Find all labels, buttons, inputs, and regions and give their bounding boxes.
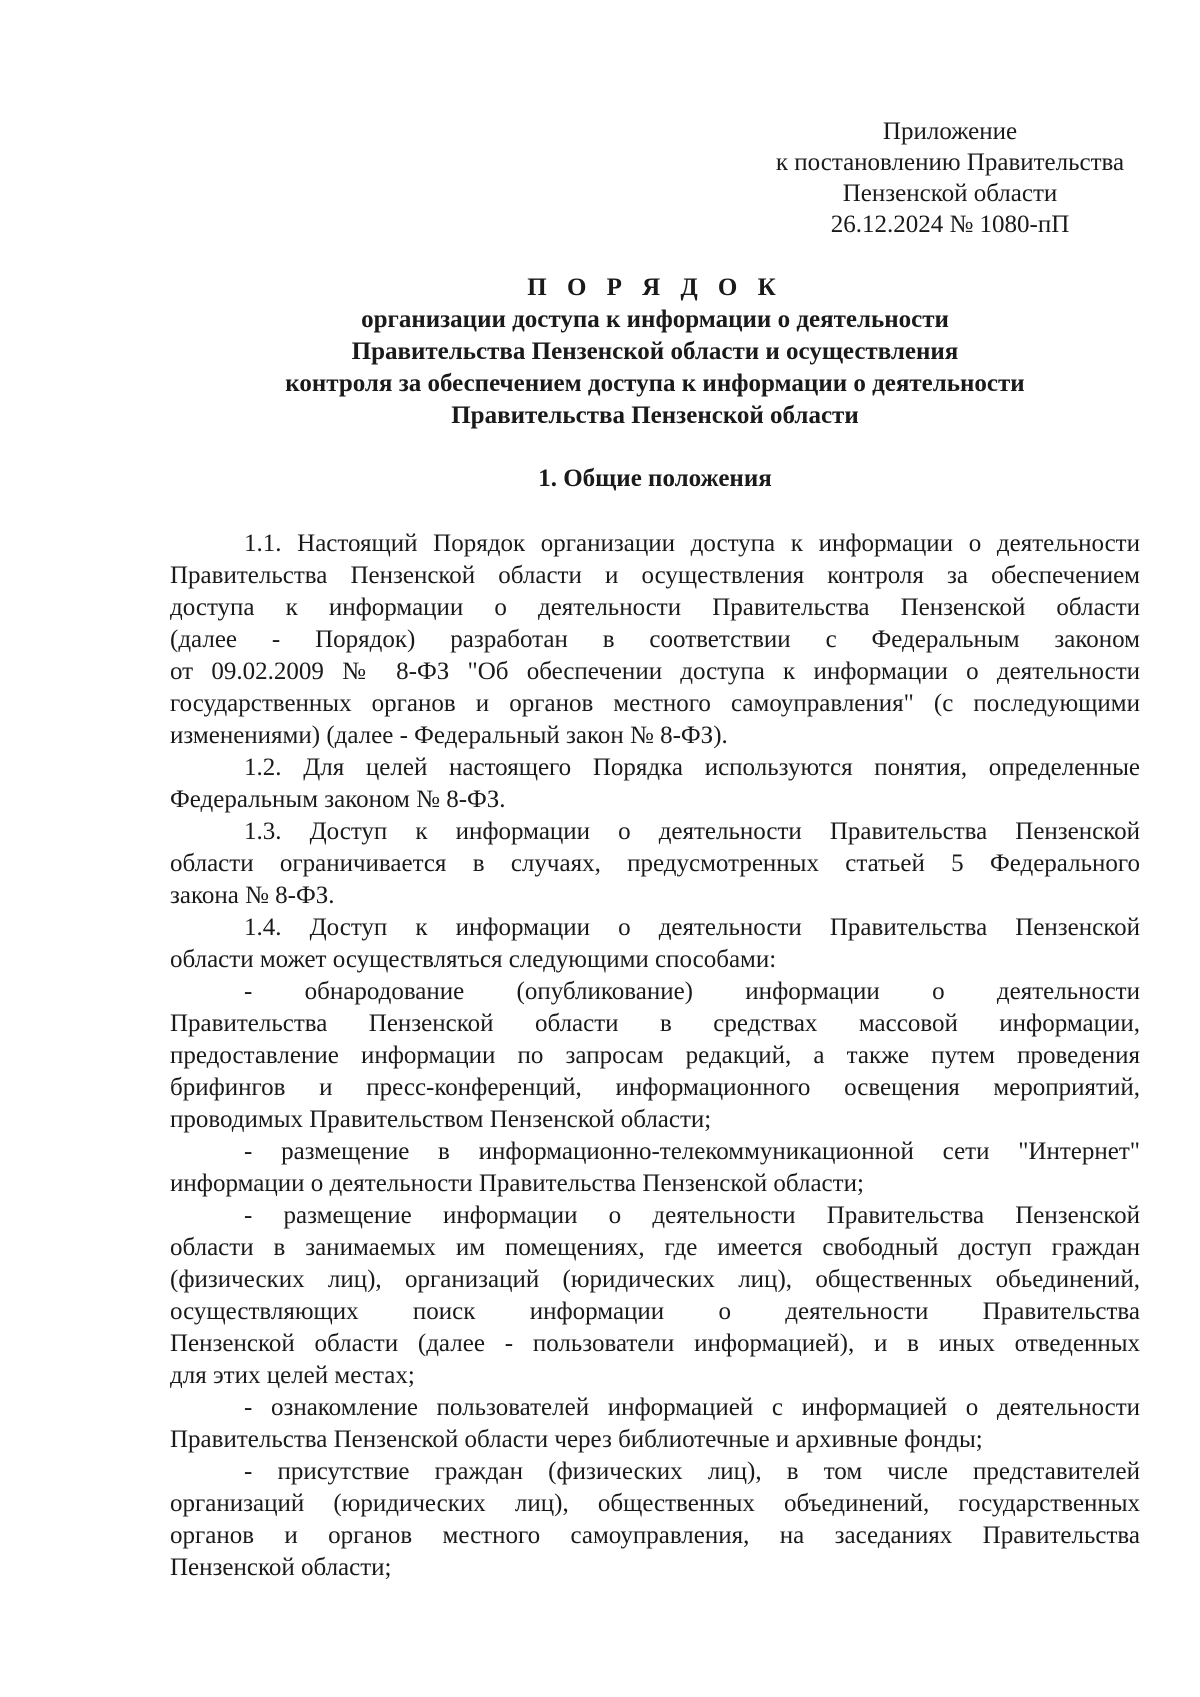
title-line: организации доступа к информации о деятельности [361,306,949,333]
list-item-line: осуществляющих поиск информации о деятельности Правительства [170,1298,1140,1325]
list-item-line: предоставление информации по запросам редакций, а также путем проведения [170,1042,1140,1069]
list-item-line: органов и органов местного самоуправления, на заседаниях Правительства [170,1522,1140,1549]
list-item-line: Правительства Пензенской области в средствах массовой информации, [170,1010,1140,1037]
paragraph-line: закона № 8-ФЗ. [170,882,335,909]
paragraph-line: 1.4. Доступ к информации о деятельности Правительства Пензенской [244,914,1140,941]
paragraph-line: государственных органов и органов местного самоуправления" (с последующими [170,690,1140,717]
list-item-line: - ознакомление пользователей информацией с информацией о деятельности [244,1394,1140,1421]
list-item-line: информации о деятельности Правительства Пензенской области; [170,1170,864,1197]
list-item-line: проводимых Правительством Пензенской области; [170,1106,712,1133]
title-line: Правительства Пензенской области [451,402,859,429]
paragraph-line: области ограничивается в случаях, предусмотренных статьей 5 Федерального [170,850,1140,877]
paragraph-line: (далее - Порядок) разработан в соответствии с Федеральным законом [170,626,1140,653]
list-item-line: - присутствие граждан (физических лиц), в том числе представителей [244,1458,1140,1485]
list-item-line: организаций (юридических лиц), общественных объединений, государственных [170,1490,1140,1517]
paragraph-line: 1.1. Настоящий Порядок организации доступа к информации о деятельности [244,530,1140,557]
list-item-line: области в занимаемых им помещениях, где имеется свободный доступ граждан [170,1234,1140,1261]
list-item-line: брифингов и пресс-конференций, информационного освещения мероприятий, [170,1074,1140,1101]
list-item-line: для этих целей местах; [170,1362,415,1389]
appendix-line: Пензенской области [842,180,1058,207]
paragraph-line: от 09.02.2009 № 8-ФЗ "Об обеспечении доступа к информации о деятельности [170,658,1140,685]
document-title [170,272,1140,432]
paragraph-line: 1.2. Для целей настоящего Порядка используются понятия, определенные [244,754,1140,781]
title-line: Правительства Пензенской области и осуществления [351,338,959,365]
paragraph-line: 1.3. Доступ к информации о деятельности Правительства Пензенской [244,818,1140,845]
list-item-line: Правительства Пензенской области через библиотечные и архивные фонды; [170,1426,983,1453]
paragraph-line: области может осуществляться следующими способами: [170,946,777,973]
appendix-line: к постановлению Правительства [775,149,1125,176]
paragraph-line: доступа к информации о деятельности Правительства Пензенской области [170,594,1140,621]
appendix-line: Приложение [882,118,1018,145]
paragraph-line: Федеральным законом № 8-ФЗ. [170,786,506,813]
section-heading: 1. Общие положения [538,465,772,492]
list-item-line: Пензенской области (далее - пользователи информацией), и в иных отведенных [170,1330,1140,1357]
appendix-date-number: 26.12.2024 № 1080-пП [830,211,1070,238]
list-item-line: (физических лиц), организаций (юридических лиц), общественных обьединений, [170,1266,1140,1293]
list-item-line: - размещение информации о деятельности Правительства Пензенской [244,1202,1140,1229]
title-line: контроля за обеспечением доступа к информации о деятельности [285,370,1025,397]
appendix-header [740,116,1160,240]
list-item-line: Пензенской области; [170,1554,392,1581]
title-word: П О Р Я Д О К [527,274,783,301]
paragraph-line: Правительства Пензенской области и осуществления контроля за обеспечением [170,562,1140,589]
document-body [170,528,1140,1584]
paragraph-line: изменениями) (далее - Федеральный закон № 8-ФЗ). [170,722,728,749]
list-item-line: - обнародование (опубликование) информации о деятельности [244,978,1140,1005]
list-item-line: - размещение в информационно-телекоммуникационной сети "Интернет" [244,1138,1140,1165]
